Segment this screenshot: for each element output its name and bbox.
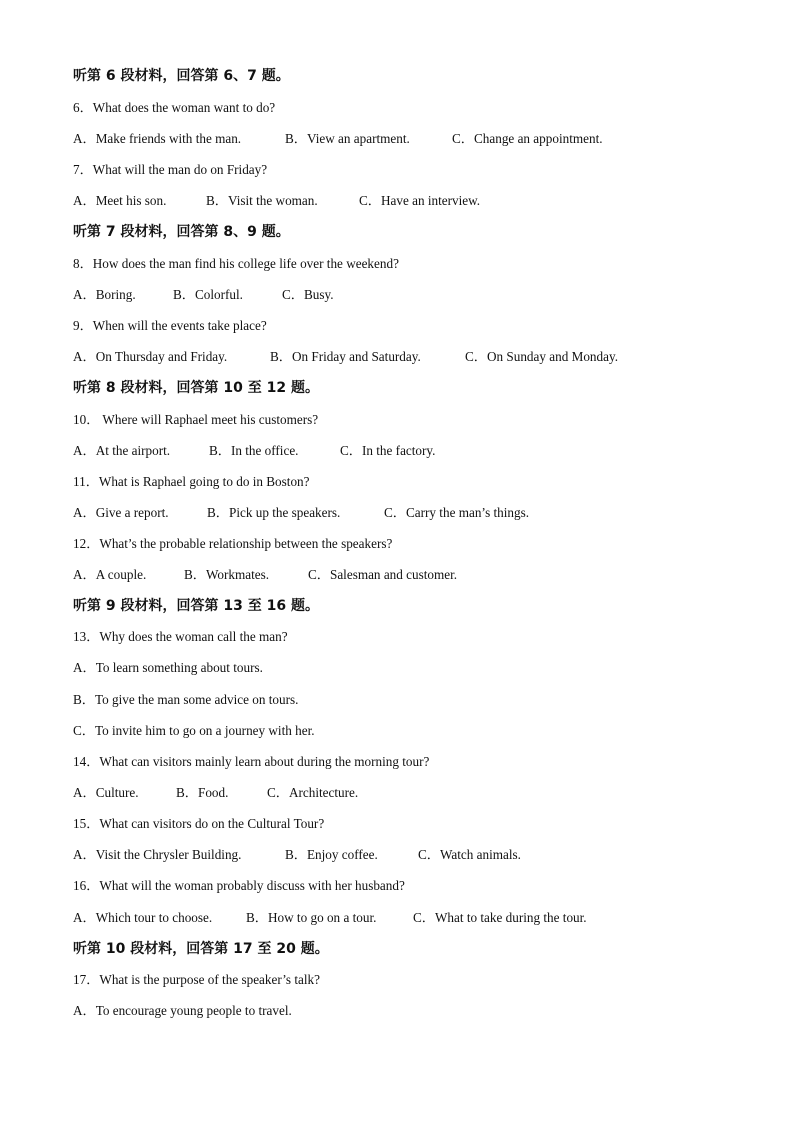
answer-options-row [73,130,603,148]
answer-options-row [73,442,435,460]
answer-options-row [73,504,529,522]
answer-options-row [73,286,334,304]
option-c: C．On Sunday and Monday. [465,349,618,364]
option-b: B．In the office. [209,443,299,458]
option-b: B．How to go on a tour. [246,910,377,925]
option-c: C．In the factory. [340,443,436,458]
section-heading: 听第 8 段材料，回答第 10 至 12 题。 [73,380,319,396]
option-a: A．Culture. [73,785,139,800]
section-heading: 听第 9 段材料，回答第 13 至 16 题。 [73,598,319,614]
option-b: B．Visit the woman. [206,193,318,208]
question-stem: 8．How does the man find his college life over the weekend? [73,256,399,271]
question-stem: 17．What is the purpose of the speaker’s talk? [73,972,320,987]
question-stem: 10． Where will Raphael meet his customers? [73,412,319,427]
option-b: B．Colorful. [173,287,243,302]
option-a: A．Give a report. [73,505,169,520]
option-c: C．Change an appointment. [452,131,603,146]
option-a: A．Which tour to choose. [73,910,213,925]
option-b: B．Pick up the speakers. [207,505,341,520]
option-c: C．Architecture. [267,785,359,800]
option-b: B．Enjoy coffee. [285,847,378,862]
option-a: A．Make friends with the man. [73,131,242,146]
option-a: A．Meet his son. [73,193,167,208]
option-b: B．On Friday and Saturday. [270,349,421,364]
answer-options-row [73,846,521,864]
section-heading: 听第 10 段材料，回答第 17 至 20 题。 [73,941,329,957]
question-stem: 12．What’s the probable relationship between the speakers? [73,536,393,551]
option-a: A．Visit the Chrysler Building. [73,847,242,862]
option-b: B．Workmates. [184,567,270,582]
section-heading: 听第 7 段材料，回答第 8、9 题。 [73,224,290,240]
option-a: A．Boring. [73,287,136,302]
answer-options-row [73,566,457,584]
answer-option: B．To give the man some advice on tours. [73,692,299,707]
option-c: C．Carry the man’s things. [384,505,530,520]
answer-options-row [73,348,618,366]
option-c: C．Salesman and customer. [308,567,458,582]
question-stem: 11．What is Raphael going to do in Boston? [73,474,310,489]
answer-option: A．To encourage young people to travel. [73,1003,292,1018]
answer-options-row [73,909,587,927]
option-a: A．A couple. [73,567,147,582]
question-stem: 7．What will the man do on Friday? [73,162,268,177]
answer-option: A．To learn something about tours. [73,660,263,675]
answer-options-row [73,784,358,802]
question-stem: 13．Why does the woman call the man? [73,629,288,644]
option-c: C．Watch animals. [418,847,521,862]
question-stem: 9．When will the events take place? [73,318,267,333]
section-heading: 听第 6 段材料，回答第 6、7 题。 [73,68,290,84]
answer-options-row [73,192,480,210]
option-a: A．On Thursday and Friday. [73,349,228,364]
option-a: A．At the airport. [73,443,171,458]
question-stem: 15．What can visitors do on the Cultural Tour? [73,816,325,831]
option-b: B．Food. [176,785,229,800]
option-c: C．What to take during the tour. [413,910,587,925]
answer-option: C．To invite him to go on a journey with her. [73,723,315,738]
option-c: C．Have an interview. [359,193,481,208]
question-stem: 16．What will the woman probably discuss with her husband? [73,878,405,893]
option-b: B．View an apartment. [285,131,410,146]
option-c: C．Busy. [282,287,334,302]
question-stem: 6．What does the woman want to do? [73,100,276,115]
question-stem: 14．What can visitors mainly learn about during the morning tour? [73,754,430,769]
